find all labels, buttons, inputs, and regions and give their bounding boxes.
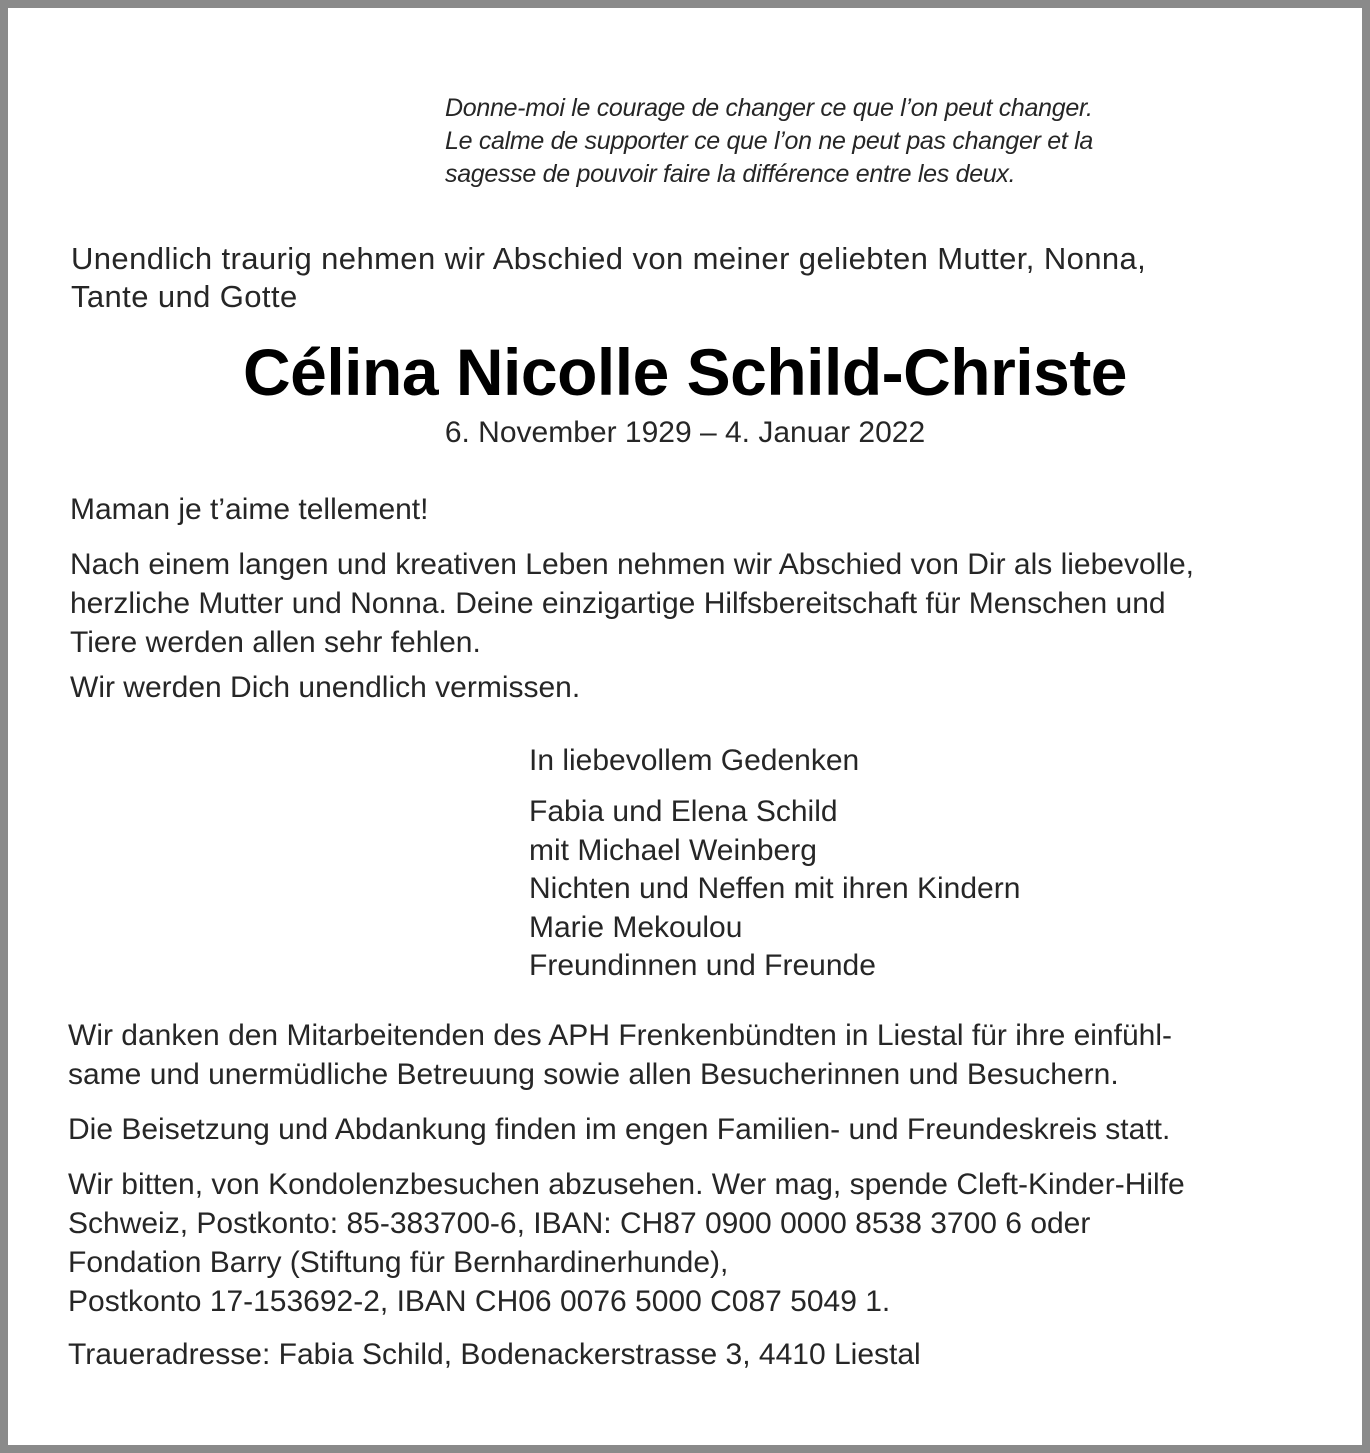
- obituary-notice: [8, 8, 1362, 1445]
- mourner-name: Nichten und Neffen mit ihren Kindern: [529, 872, 1021, 905]
- motto-line: Le calme de supporter ce que l’on ne peut pas changer et la: [445, 127, 1094, 155]
- closing-text: [70, 668, 580, 707]
- mourner-name: Fabia und Elena Schild: [529, 795, 838, 828]
- mourner-name: Freundinnen und Freunde: [529, 949, 876, 982]
- intro-line: Unendlich traurig nehmen wir Abschied von meiner geliebten Mutter, Nonna,: [71, 241, 1147, 276]
- donation-line: Schweiz, Postkonto: 85-383700-6, IBAN: CH87 0900 0000 8538 3700 6 oder: [68, 1207, 1091, 1240]
- mourners-list: [529, 793, 1020, 986]
- donation-line: Wir bitten, von Kondolenzbesuchen abzusehen. Wer mag, spende Cleft-Kinder-Hilfe: [68, 1168, 1185, 1201]
- thanks-line: same und unermüdliche Betreuung sowie allen Besucherinnen und Besuchern.: [68, 1058, 1119, 1091]
- address-line: Traueradresse: Fabia Schild, Bodenackerstrasse 3, 4410 Liestal: [68, 1338, 921, 1371]
- mourning-address: [68, 1335, 921, 1374]
- tribute-line: Tiere werden allen sehr fehlen.: [70, 626, 481, 659]
- donation-line: Fondation Barry (Stiftung für Bernhardinerhunde),: [68, 1246, 729, 1279]
- tribute-line: Nach einem langen und kreativen Leben nehmen wir Abschied von Dir als liebevolle,: [70, 548, 1195, 581]
- ceremony-text: [68, 1110, 1170, 1149]
- motto-quote: [445, 92, 1093, 191]
- life-dates: 6. November 1929 – 4. Januar 2022: [444, 416, 926, 449]
- signoff-text: In liebevollem Gedenken: [529, 744, 860, 777]
- mourner-name: mit Michael Weinberg: [529, 833, 817, 867]
- thanks-text: [68, 1016, 1172, 1094]
- greeting-text: [70, 490, 428, 529]
- closing-line: Wir werden Dich unendlich vermissen.: [70, 671, 581, 704]
- thanks-line: Wir danken den Mitarbeitenden des APH Frenkenbündten in Liestal für ihre einfühl-: [68, 1019, 1172, 1052]
- deceased-name: Célina Nicolle Schild-Christe: [242, 335, 1128, 409]
- donation-line: Postkonto 17-153692-2, IBAN CH06 0076 5000 C087 5049 1.: [68, 1285, 891, 1318]
- intro-text: [71, 240, 1146, 316]
- tribute-text: [70, 545, 1194, 662]
- ceremony-line: Die Beisetzung und Abdankung finden im engen Familien- und Freundeskreis statt.: [68, 1113, 1171, 1146]
- intro-line: Tante und Gotte: [71, 279, 298, 314]
- greeting-line: Maman je t’aime tellement!: [70, 493, 429, 526]
- donation-text: [68, 1165, 1185, 1321]
- tribute-line: herzliche Mutter und Nonna. Deine einzigartige Hilfsbereitschaft für Menschen und: [70, 587, 1166, 620]
- motto-line: Donne-moi le courage de changer ce que l’on peut changer.: [445, 94, 1093, 122]
- motto-line: sagesse de pouvoir faire la différence entre les deux.: [445, 160, 1016, 188]
- mourner-name: Marie Mekoulou: [529, 910, 743, 944]
